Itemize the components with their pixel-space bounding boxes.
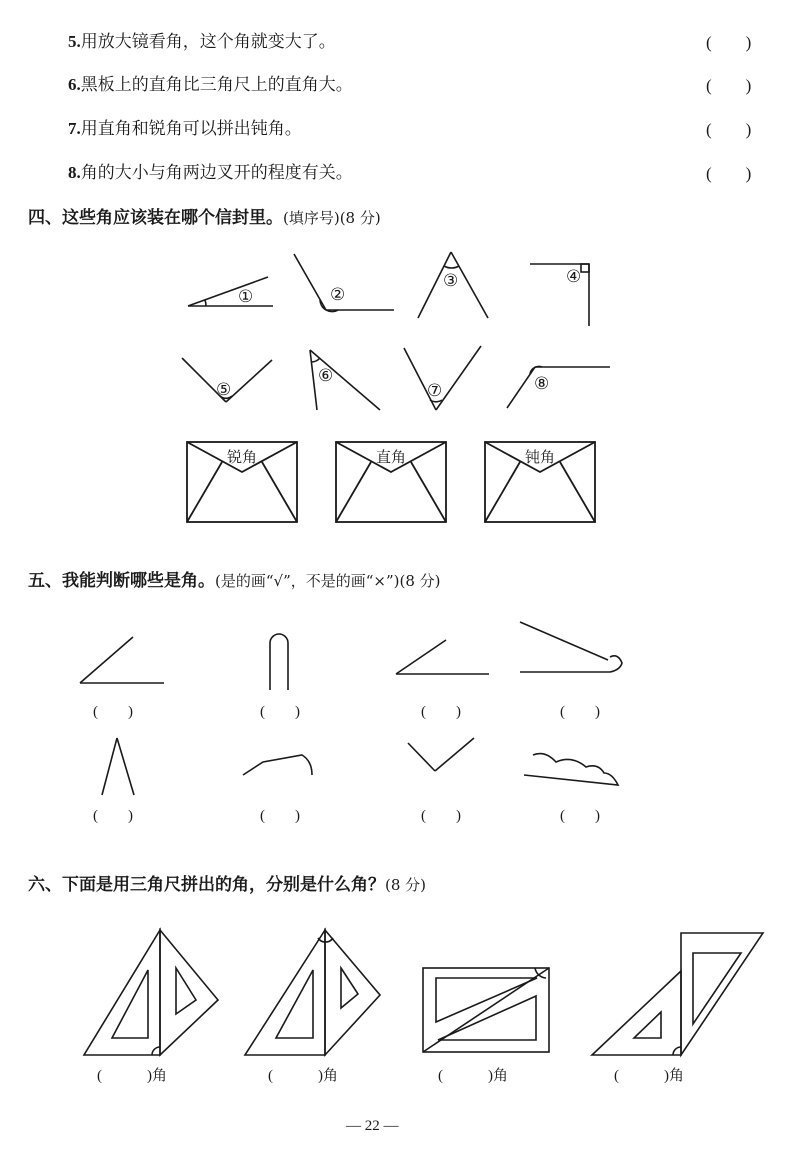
section-note: (是的画“√”，不是的画“×”)(8 分) bbox=[215, 572, 441, 590]
item-number: 5. bbox=[68, 32, 81, 51]
item-text: 用直角和锐角可以拼出钝角。 bbox=[80, 119, 302, 139]
section-title bbox=[28, 203, 381, 228]
envelope-label-obtuse: 钝角 bbox=[524, 448, 556, 466]
envelope-label-right: 直角 bbox=[375, 448, 407, 466]
item-number: 7. bbox=[68, 119, 81, 138]
item-number: 6. bbox=[68, 75, 81, 94]
answer-angle-blank: ( )角 bbox=[438, 1068, 508, 1084]
answer-blank[interactable]: ( ) bbox=[706, 33, 752, 52]
judgment-item bbox=[68, 114, 302, 139]
angles-figure bbox=[0, 240, 800, 560]
section-title-text: 四、这些角应该装在哪个信封里。 bbox=[28, 208, 283, 228]
section-title-text: 六、下面是用三角尺拼出的角，分别是什么角？ bbox=[28, 875, 385, 895]
angle-label: ④ bbox=[566, 267, 582, 287]
answer-blank: ( ) bbox=[93, 704, 133, 720]
section-title bbox=[28, 566, 441, 591]
item-number: 8. bbox=[68, 163, 81, 182]
section-note: (8 分) bbox=[385, 876, 427, 894]
answer-blank[interactable]: ( ) bbox=[706, 120, 752, 139]
answer-blank: ( ) bbox=[93, 808, 133, 824]
answer-angle-blank: ( )角 bbox=[97, 1068, 167, 1084]
answer-blank: ( ) bbox=[260, 808, 300, 824]
judgment-item bbox=[68, 27, 336, 52]
answer-blank: ( ) bbox=[260, 704, 300, 720]
answer-blank: ( ) bbox=[421, 704, 461, 720]
item-text: 用放大镜看角，这个角就变大了。 bbox=[80, 32, 336, 52]
item-text: 角的大小与角两边叉开的程度有关。 bbox=[80, 163, 353, 183]
section-title-text: 五、我能判断哪些是角。 bbox=[28, 571, 215, 591]
angle-label: ① bbox=[238, 287, 254, 307]
angle-label: ③ bbox=[443, 271, 459, 291]
envelope-label-acute: 锐角 bbox=[226, 448, 258, 466]
angle-label: ⑦ bbox=[427, 381, 443, 401]
answer-angle-blank: ( )角 bbox=[614, 1068, 684, 1084]
judgment-item bbox=[68, 70, 353, 95]
answer-blank: ( ) bbox=[560, 704, 600, 720]
shapes-figure bbox=[0, 615, 800, 835]
angle-label: ⑧ bbox=[534, 374, 550, 394]
answer-blank[interactable]: ( ) bbox=[706, 76, 752, 95]
answer-blank: ( ) bbox=[560, 808, 600, 824]
answer-angle-blank: ( )角 bbox=[268, 1068, 338, 1084]
judgment-item bbox=[68, 158, 353, 183]
item-text: 黑板上的直角比三角尺上的直角大。 bbox=[80, 75, 353, 95]
angle-label: ⑥ bbox=[318, 366, 334, 386]
triangle-rulers-figure bbox=[0, 920, 800, 1084]
section-note: (填序号)(8 分) bbox=[283, 209, 381, 227]
page-number: — 22 — bbox=[346, 1118, 399, 1134]
section-title bbox=[28, 870, 426, 895]
angle-label: ⑤ bbox=[216, 380, 232, 400]
angle-label: ② bbox=[330, 285, 346, 305]
answer-blank[interactable]: ( ) bbox=[706, 164, 752, 183]
answer-blank: ( ) bbox=[421, 808, 461, 824]
